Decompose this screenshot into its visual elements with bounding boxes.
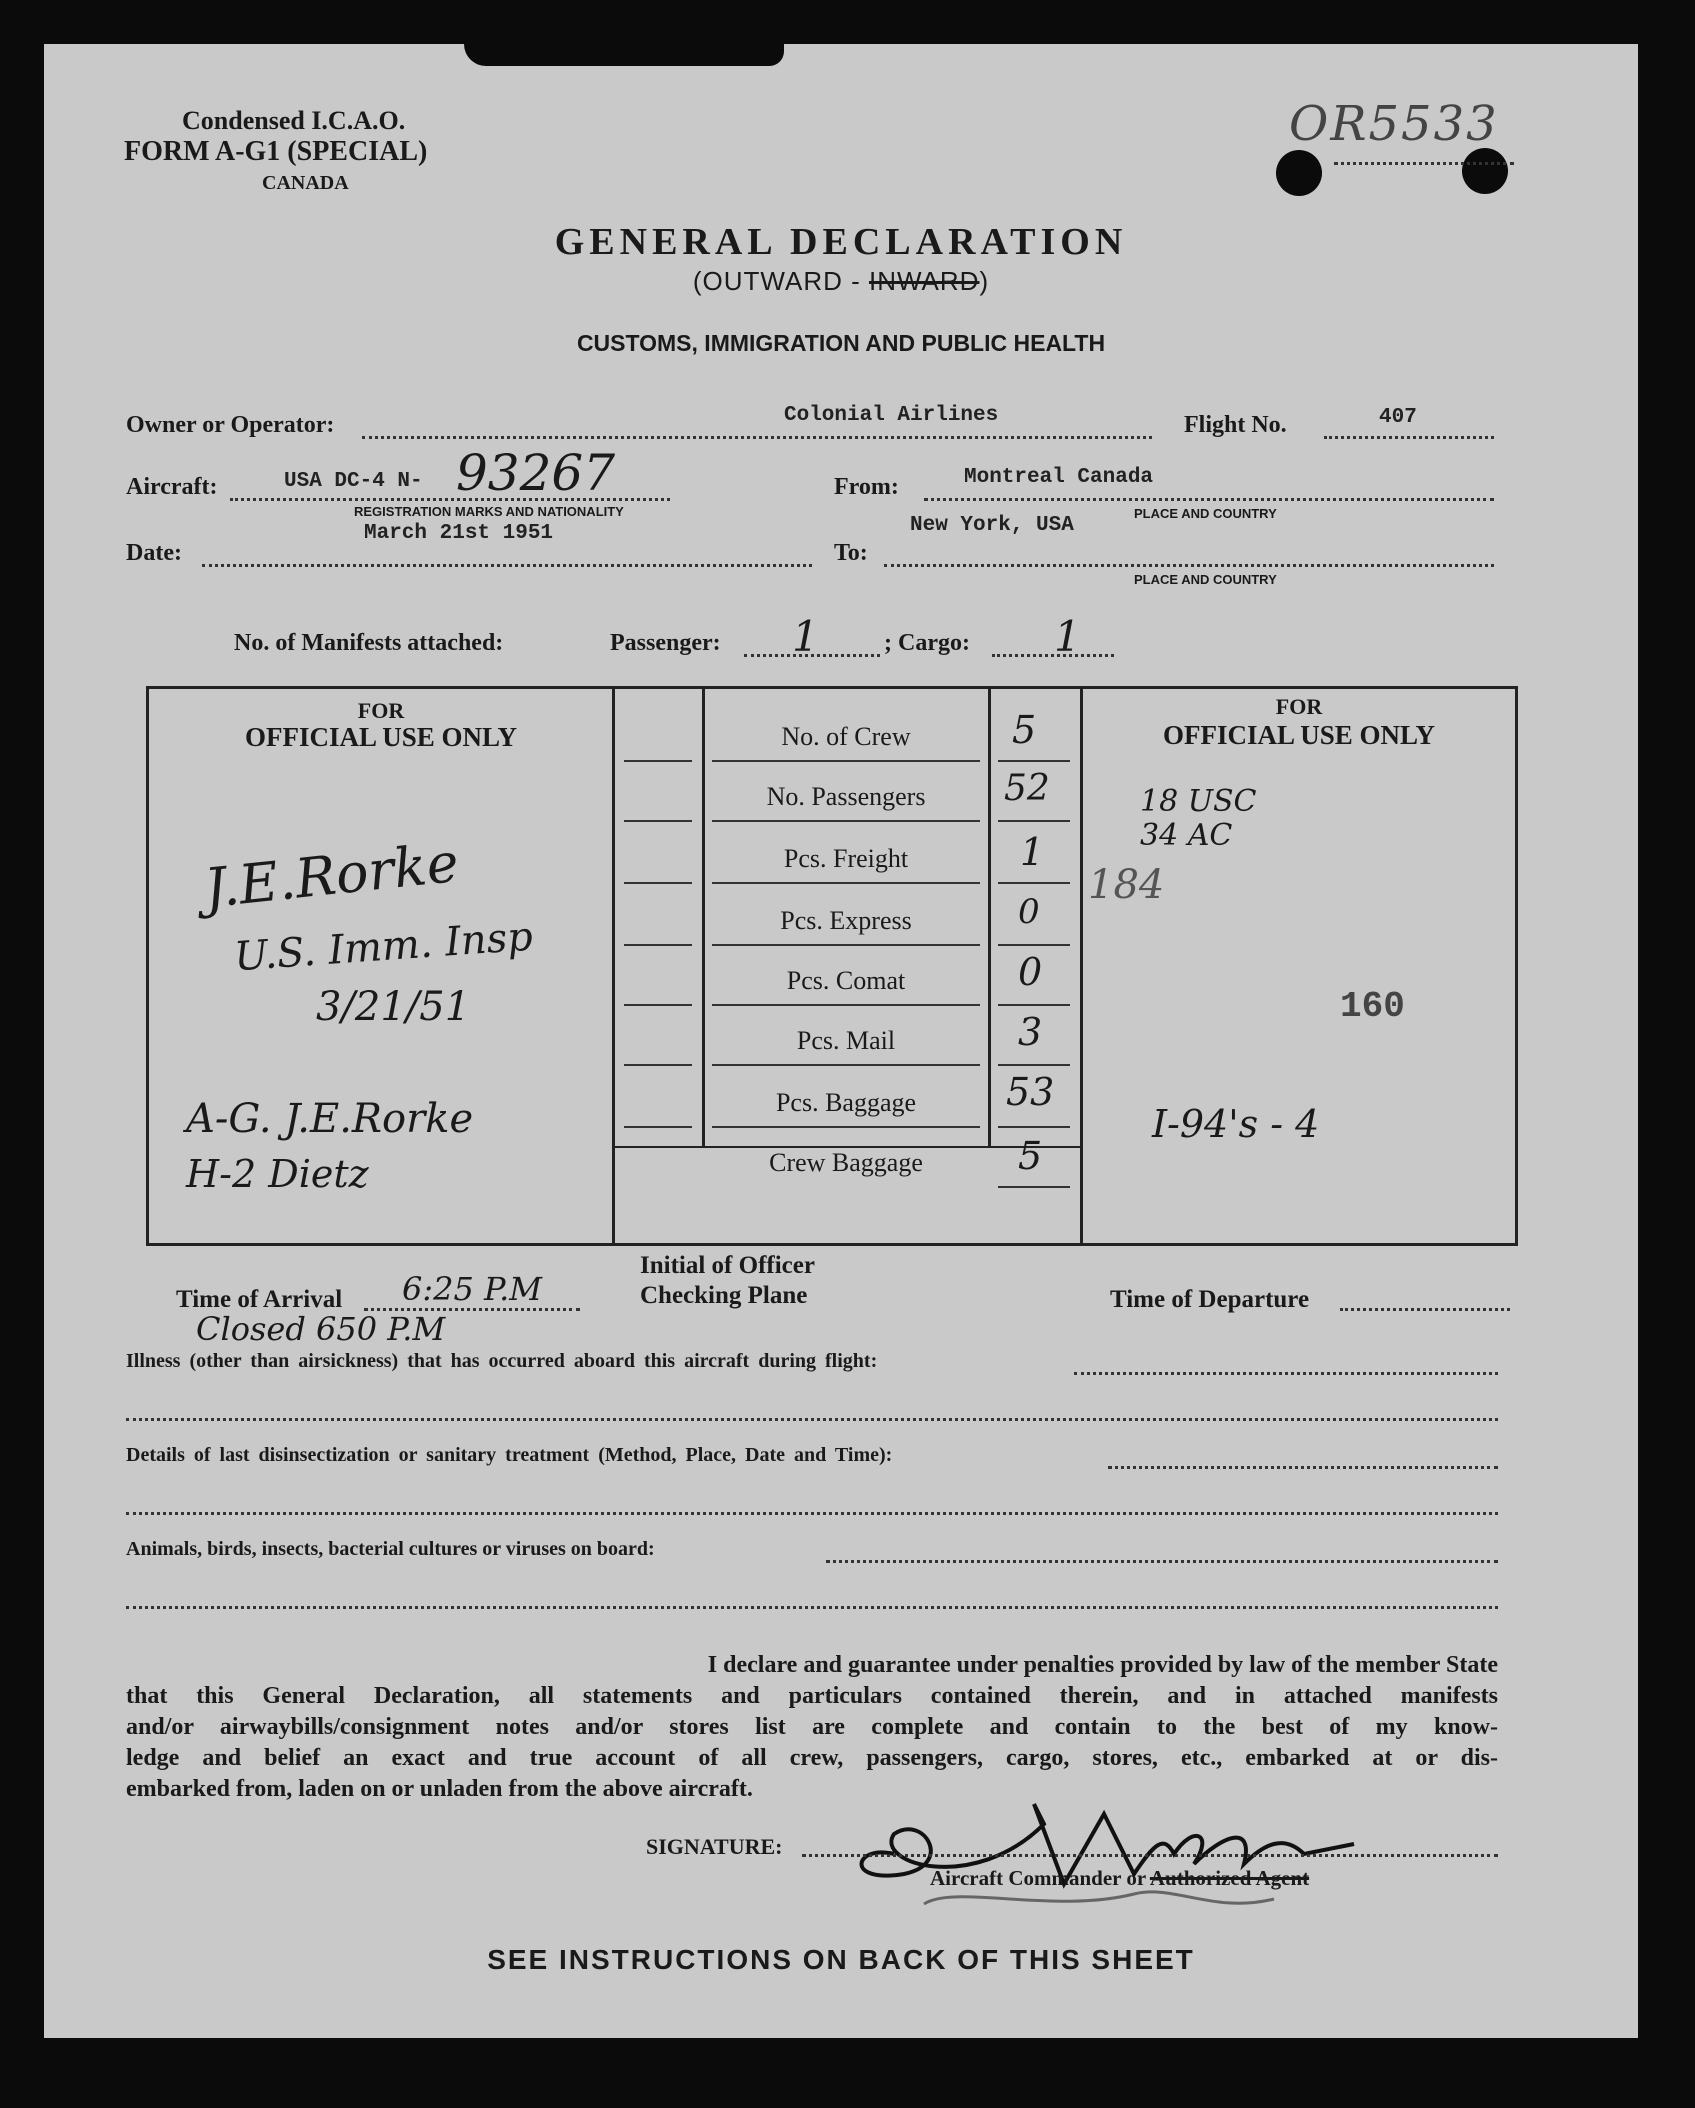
row-freight-label: Pcs. Freight [783, 844, 909, 873]
left-official-heading1: FOR [357, 698, 405, 723]
from-label: From: [834, 474, 899, 500]
to-label: To: [834, 540, 868, 566]
right-stamp-number: 160 [1340, 986, 1405, 1027]
right-note-pax2: 34 AC [1140, 818, 1233, 853]
right-note-freight: 184 [1088, 862, 1165, 908]
form-line2: FORM A-G1 (SPECIAL) [124, 136, 428, 167]
time-arrival-value: 6:25 P.M [402, 1270, 543, 1308]
row-freight-value: 1 [1020, 830, 1045, 874]
registration-caption: REGISTRATION MARKS AND NATIONALITY [354, 504, 624, 519]
signature-label: SIGNATURE: [646, 1834, 783, 1859]
row-rule [998, 1186, 1070, 1188]
owner-line [362, 436, 1152, 439]
left-note-date: 3/21/51 [316, 984, 471, 1030]
animals-line [826, 1560, 1498, 1563]
cargo-label: ; Cargo: [884, 630, 970, 656]
left-official-heading2: OFFICIAL USE ONLY [244, 722, 518, 752]
subtitle-suffix: ) [979, 266, 990, 296]
row-rule [624, 820, 692, 822]
declaration-paragraph [126, 1650, 1498, 1805]
disinsect-label: Details of last disinsectization or sanitary treatment (Method, Place, Date and Time): [126, 1444, 893, 1466]
page-title: GENERAL DECLARATION [554, 221, 1128, 263]
punch-hole-left [1276, 150, 1322, 196]
punch-hole-right [1462, 148, 1508, 194]
row-rule [712, 944, 980, 946]
from-line [924, 498, 1494, 501]
subtitle-prefix: (OUTWARD - [692, 266, 869, 296]
right-note-form: I-94's - 4 [1152, 1102, 1320, 1146]
left-note-inspector: U.S. Imm. Insp [232, 913, 535, 981]
right-note-pax1: 18 USC [1140, 784, 1257, 819]
form-line1: Condensed I.C.A.O. [182, 106, 406, 135]
aircraft-value: USA DC-4 N- [284, 470, 423, 493]
signature-caption [930, 1866, 1309, 1891]
row-mail-label: Pcs. Mail [796, 1026, 896, 1055]
flight-line [1324, 436, 1494, 439]
row-rule [712, 1064, 980, 1066]
row-rule [998, 820, 1070, 822]
declaration-line2: that this General Declaration, all statements and particulars contained therein, and in attached manifests [126, 1683, 1498, 1709]
row-mail-value: 3 [1018, 1010, 1043, 1054]
subtitle-struck: INWARD [868, 266, 980, 296]
row-rule [712, 1004, 980, 1006]
row-crew-label: No. of Crew [781, 722, 911, 751]
row-rule [624, 1126, 692, 1128]
place-caption-to: PLACE AND COUNTRY [1134, 572, 1277, 587]
disinsect-line-2 [126, 1512, 1498, 1515]
row-baggage-label: Pcs. Baggage [775, 1088, 917, 1117]
declaration-line4: ledge and belief an exact and true account of all crew, passengers, cargo, stores, etc., embarked at or dis- [126, 1745, 1498, 1771]
row-rule [712, 882, 980, 884]
row-express-label: Pcs. Express [780, 906, 912, 935]
row-passengers-value: 52 [1004, 768, 1050, 809]
time-departure-line [1340, 1308, 1510, 1311]
owner-value: Colonial Airlines [784, 404, 999, 427]
owner-label: Owner or Operator: [126, 412, 335, 438]
time-departure-label: Time of Departure [1110, 1286, 1310, 1313]
passenger-value: 1 [792, 612, 819, 661]
cargo-value: 1 [1054, 612, 1081, 661]
cargo-line [992, 654, 1114, 657]
animals-line-2 [126, 1606, 1498, 1609]
row-crew-baggage-value: 5 [1018, 1134, 1043, 1178]
flight-value: 407 [1379, 406, 1417, 429]
right-official-heading1: FOR [1275, 694, 1323, 719]
page-subtitle [44, 266, 1638, 297]
passenger-label: Passenger: [610, 630, 721, 656]
row-rule [712, 820, 980, 822]
row-rule [712, 1126, 980, 1128]
signature-caption-struck: Authorized Agent [1149, 1866, 1310, 1890]
row-rule [624, 760, 692, 762]
file-number-underline [1334, 162, 1514, 165]
left-note-h2: H-2 Dietz [186, 1152, 369, 1196]
row-rule [998, 1126, 1070, 1128]
animals-label: Animals, birds, insects, bacterial cultures or viruses on board: [126, 1538, 655, 1560]
to-value: New York, USA [910, 514, 1074, 537]
date-value: March 21st 1951 [364, 522, 554, 545]
illness-label: Illness (other than airsickness) that has occurred aboard this aircraft during flight: [126, 1350, 878, 1372]
from-value: Montreal Canada [964, 466, 1154, 489]
flight-label: Flight No. [1184, 412, 1287, 438]
row-rule [998, 1004, 1070, 1006]
row-crew-baggage-label: Crew Baggage [769, 1148, 923, 1177]
illness-line-2 [126, 1418, 1498, 1421]
aircraft-number: 93267 [456, 444, 616, 502]
row-rule [998, 1064, 1070, 1066]
initial-label1: Initial of Officer [640, 1252, 815, 1279]
footer-instructions: SEE INSTRUCTIONS ON BACK OF THIS SHEET [487, 1944, 1195, 1975]
to-line [884, 564, 1494, 567]
declaration-line3: and/or airwaybills/consignment notes and/or stores list are complete and contain to the best of my know- [126, 1714, 1498, 1740]
row-passengers-label: No. Passengers [766, 782, 926, 811]
row-rule [998, 944, 1070, 946]
date-line [202, 564, 812, 567]
row-rule [998, 882, 1070, 884]
row-comat-label: Pcs. Comat [786, 966, 906, 995]
row-rule [624, 944, 692, 946]
row-baggage-value: 53 [1006, 1070, 1055, 1114]
signature-line [802, 1854, 1498, 1857]
illness-line [1074, 1372, 1498, 1375]
row-express-value: 0 [1018, 892, 1040, 932]
disinsect-line [1108, 1466, 1498, 1469]
table-divider-left [612, 686, 615, 1246]
signature-caption-prefix: Aircraft Commander or [930, 1866, 1150, 1890]
left-note-signature: J.E.Rorke [201, 830, 462, 921]
declaration-form-sheet [44, 44, 1638, 2038]
aircraft-label: Aircraft: [126, 474, 218, 500]
left-note-ag: A-G. J.E.Rorke [186, 1096, 474, 1142]
time-arrival-label: Time of Arrival [176, 1286, 343, 1313]
row-rule [712, 760, 980, 762]
table-divider-right [1080, 686, 1083, 1246]
subheading: CUSTOMS, IMMIGRATION AND PUBLIC HEALTH [576, 330, 1106, 356]
date-label: Date: [126, 540, 182, 566]
declaration-line1: I declare and guarantee under penalties provided by law of the member State [707, 1652, 1498, 1678]
torn-edge [464, 44, 784, 66]
row-comat-value: 0 [1018, 950, 1043, 994]
form-line3: CANADA [262, 172, 349, 194]
row-crew-value: 5 [1012, 708, 1037, 752]
right-official-heading2: OFFICIAL USE ONLY [1162, 720, 1436, 750]
declaration-line5: embarked from, laden on or unladen from the above aircraft. [126, 1776, 753, 1802]
row-rule [624, 1064, 692, 1066]
closed-note: Closed 650 P.M [196, 1310, 446, 1348]
file-number: OR5533 [1289, 96, 1499, 152]
row-rule [624, 1004, 692, 1006]
place-caption-from: PLACE AND COUNTRY [1134, 506, 1277, 521]
manifests-label: No. of Manifests attached: [234, 630, 504, 656]
row-rule [624, 882, 692, 884]
initial-label2: Checking Plane [640, 1282, 808, 1309]
row-rule [998, 760, 1070, 762]
